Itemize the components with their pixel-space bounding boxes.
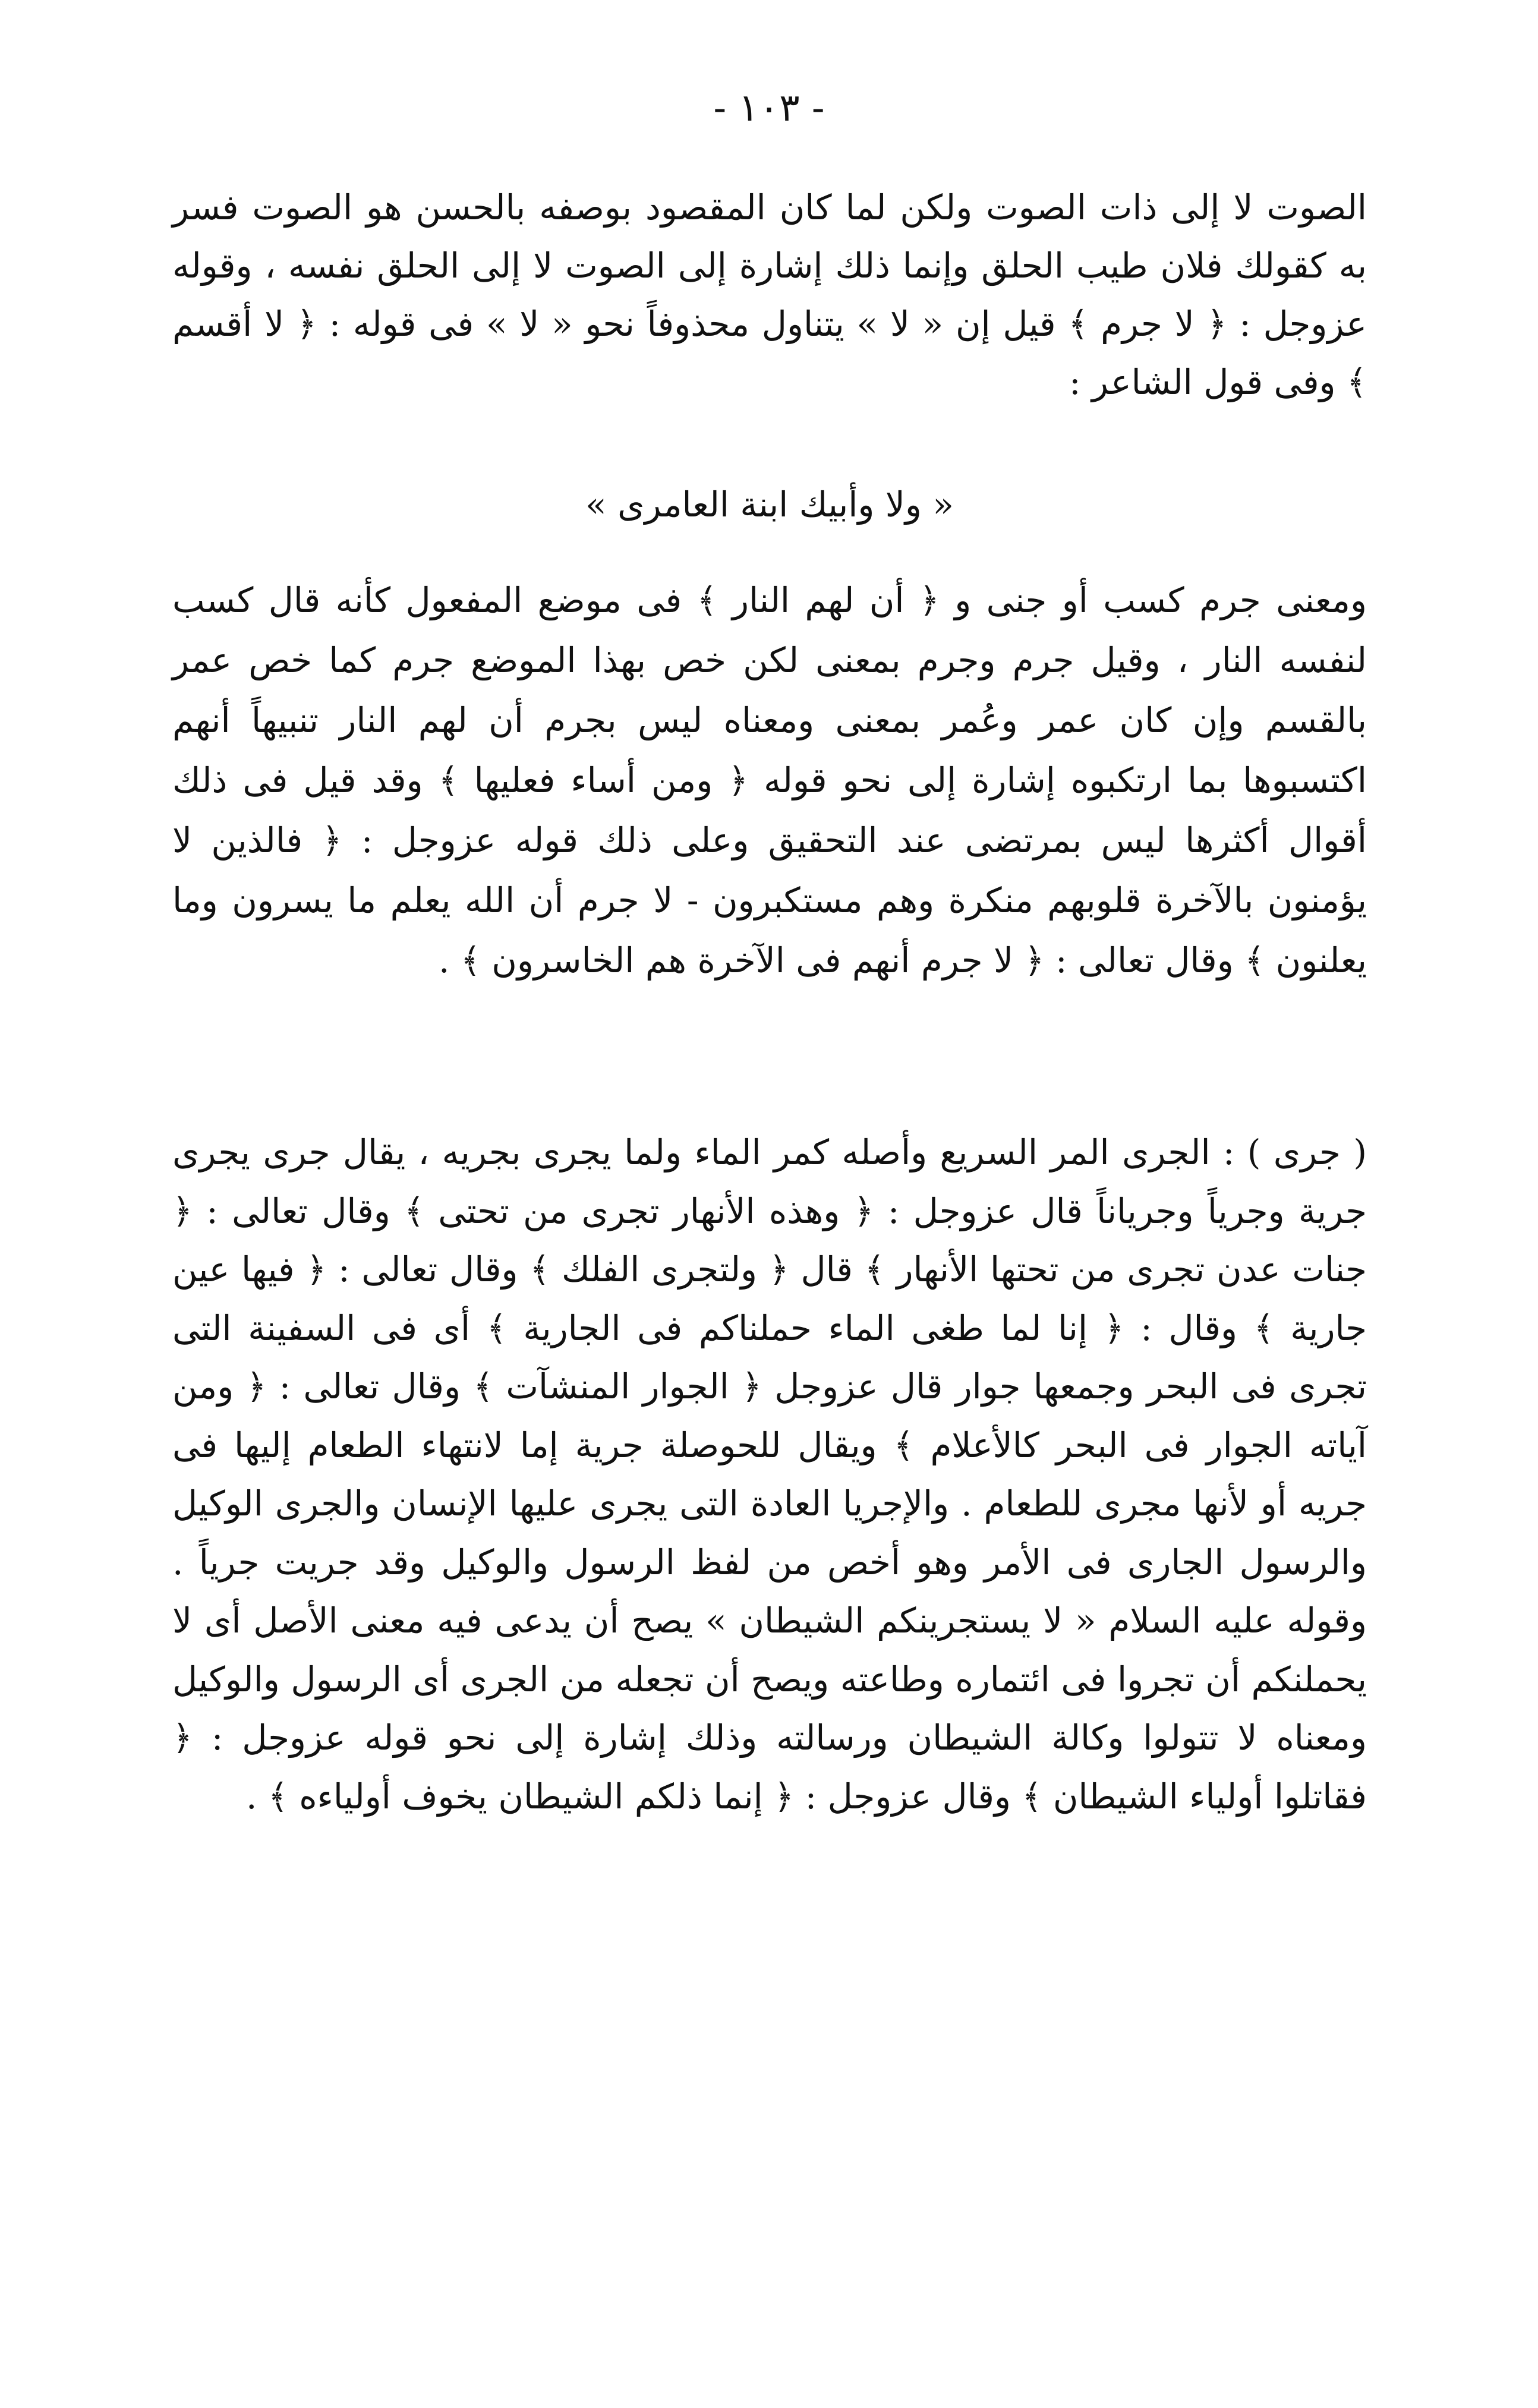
verse-quote: « ولا وأبيك ابنة العامرى » — [585, 484, 954, 525]
paragraph-continuation: الصوت لا إلى ذات الصوت ولكن لما كان المقصود بوصفه بالحسن هو الصوت فسر به كقولك فلان طيب الحلق وإنما ذلك إشارة إلى الصوت لا إلى الحلق نفسه ، وقوله عزوجل : ﴿ لا جرم ﴾ قيل إن « لا » يتناول محذوفاً نحو « لا » فى قوله : ﴿ لا أقسم ﴾ وفى قول الشاعر : — [172, 187, 1367, 402]
paragraph-jara-entry: ( جرى ) : الجرى المر السريع وأصله كمر الماء ولما يجرى بجريه ، يقال جرى يجرى جرية وجرياً وجرياناً قال عزوجل : ﴿ وهذه الأنهار تجرى من تحتى ﴾ وقال تعالى : ﴿ جنات عدن تجرى من تحتها الأنهار ﴾ قال ﴿ ولتجرى الفلك ﴾ وقال تعالى : ﴿ فيها عين جارية ﴾ وقال : ﴿ إنا لما طغى الماء حملناكم فى الجارية ﴾ أى فى السفينة التى تجرى فى البحر وجمعها جوار قال عزوجل ﴿ الجوار المنشآت ﴾ وقال تعالى : ﴿ ومن آياته الجوار فى البحر كالأعلام ﴾ ويقال للحوصلة جرية إما لانتهاء الطعام إليها فى جريه أو لأنها مجرى للطعام . والإجريا العادة التى يجرى عليها الإنسان والجرى الوكيل والرسول الجارى فى الأمر وهو أخص من لفظ الرسول والوكيل وقد جريت جرياً . وقوله عليه السلام « لا يستجرينكم الشيطان » يصح أن يدعى فيه معنى الأصل أى لا يحملنكم أن تجروا فى ائتماره وطاعته ويصح أن تجعله من الجرى أى الرسول والوكيل ومعناه لا تتولوا وكالة الشيطان ورسالته وذلك إشارة إلى نحو قوله عزوجل : ﴿ فقاتلوا أولياء الشيطان ﴾ وقال عزوجل : ﴿ إنما ذلكم الشيطان يخوف أولياءه ﴾ . — [172, 1132, 1367, 1817]
paragraph-jarama-meaning: ومعنى جرم كسب أو جنى و ﴿ أن لهم النار ﴾ فى موضع المفعول كأنه قال كسب لنفسه النار ، وقيل جرم وجرم بمعنى لكن خص بهذا الموضع جرم كما خص عمر بالقسم وإن كان عمر وعُمر بمعنى ومعناه ليس بجرم أن لهم النار تنبيهاً أنهم اكتسبوها بما ارتكبوه إشارة إلى نحو قوله ﴿ ومن أساء فعليها ﴾ وقد قيل فى ذلك أقوال أكثرها ليس بمرتضى عند التحقيق وعلى ذلك قوله عزوجل : ﴿ فالذين لا يؤمنون بالآخرة قلوبهم منكرة وهم مستكبرون - لا جرم أن الله يعلم ما يسرون وما يعلنون ﴾ وقال تعالى : ﴿ لا جرم أنهم فى الآخرة هم الخاسرون ﴾ . — [172, 580, 1367, 981]
page-number: - ١٠٣ - — [713, 86, 825, 130]
